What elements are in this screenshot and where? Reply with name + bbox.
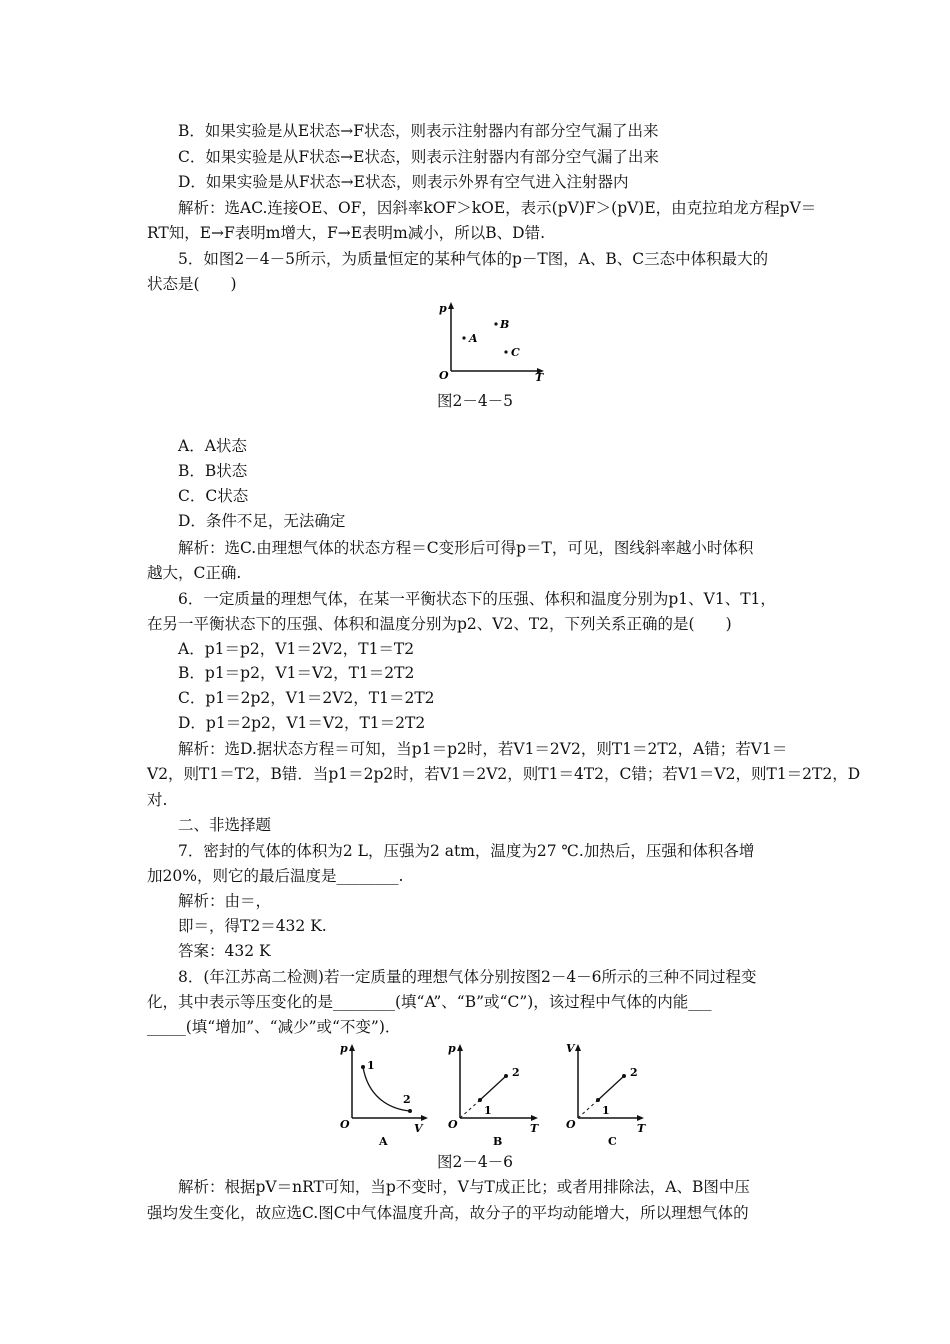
fig246-b-axis-y: p — [448, 1042, 456, 1055]
fig246-b-label: B — [493, 1135, 503, 1146]
fig246-c-axis-x: T — [637, 1122, 646, 1135]
section-heading: 二、非选择题 — [178, 816, 272, 834]
option-a-q6: A．p1＝p2，V1＝2V2，T1＝T2 — [178, 640, 415, 658]
question-8-line2: 化，其中表示等压变化的是________(填“A”、“B”或“C”)，该过程中气体的内能___ — [147, 993, 712, 1011]
fig245-label-b: B — [500, 318, 510, 331]
question-5-line2: 状态是( ) — [147, 275, 237, 293]
fig246-c-axis-y: V — [566, 1042, 575, 1055]
analysis-q8-line2: 强均发生变化，故应选C.图C中气体温度升高，故分子的平均动能增大，所以理想气体的 — [147, 1204, 749, 1222]
analysis-q7-line2: 即＝，得T2＝432 K. — [178, 917, 327, 935]
figure-2-4-6 — [330, 1038, 660, 1146]
fig246-b-point2: 2 — [512, 1066, 520, 1079]
option-c-q4: C．如果实验是从F状态→E状态，则表示注射器内有部分空气漏了出来 — [178, 148, 659, 166]
fig246-a-label: A — [379, 1135, 388, 1146]
fig246-a-axis-y: p — [340, 1042, 348, 1055]
analysis-q4-line2: RT知，E→F表明m增大，F→E表明m减小，所以B、D错. — [147, 224, 545, 242]
option-a-q5: A．A状态 — [178, 437, 247, 455]
fig246-panel-a — [340, 1042, 428, 1146]
question-5-line1: 5．如图2－4－5所示，为质量恒定的某种气体的p－T图，A、B、C三态中体积最大的 — [178, 250, 769, 268]
fig245-label-a: A — [469, 332, 478, 345]
option-b-q4: B．如果实验是从E状态→F状态，则表示注射器内有部分空气漏了出来 — [178, 122, 659, 140]
figure-2-4-5-caption: 图2－4－5 — [436, 392, 514, 410]
fig245-point-c — [504, 350, 507, 353]
fig245-axis-p: p — [439, 302, 447, 315]
analysis-q7-line1: 解析：由＝， — [178, 892, 272, 910]
analysis-q5-line2: 越大，C正确. — [147, 564, 242, 582]
fig246-panel-b — [448, 1042, 539, 1146]
analysis-q5-line1: 解析：选C.由理想气体的状态方程＝C变形后可得p＝T，可见，图线斜率越小时体积 — [178, 539, 754, 557]
fig246-b-axis-x: T — [530, 1122, 539, 1135]
option-d-q6: D．p1＝2p2，V1＝V2，T1＝2T2 — [178, 714, 426, 732]
fig246-a-axis-x: V — [414, 1122, 423, 1135]
analysis-q6-line1: 解析：选D.据状态方程＝可知，当p1＝p2时，若V1＝2V2，则T1＝2T2，A错；若V1＝ — [178, 740, 788, 758]
figure-2-4-6-caption: 图2－4－6 — [436, 1153, 514, 1171]
analysis-q4-line1: 解析：选AC.连接OE、OF，因斜率kOF＞kOE，表示(pV)F＞(pV)E，由克拉珀龙方程pV＝ — [178, 199, 817, 217]
fig246-b-point1: 1 — [484, 1104, 492, 1117]
fig246-c-point2: 2 — [630, 1066, 638, 1079]
option-b-q6: B．p1＝p2，V1＝V2，T1＝2T2 — [178, 664, 415, 682]
fig245-axis-t: T — [535, 371, 544, 384]
option-d-q5: D．条件不足，无法确定 — [178, 512, 346, 530]
analysis-q6-line2: V2，则T1＝T2，B错．当p1＝2p2时，若V1＝2V2，则T1＝4T2，C错；若V1＝V2，则T1＝2T2，D — [147, 765, 861, 783]
fig245-origin: O — [439, 369, 449, 382]
option-b-q5: B．B状态 — [178, 462, 248, 480]
fig245-point-a — [462, 336, 465, 339]
question-8-line3: _____(填“增加”、“减少”或“不变”)． — [147, 1018, 401, 1036]
fig246-b-origin: O — [448, 1118, 458, 1131]
analysis-q6-line3: 对. — [147, 791, 168, 809]
analysis-q8-line1: 解析：根据pV＝nRT可知，当p不变时，V与T成正比；或者用排除法，A、B图中压 — [178, 1178, 750, 1196]
fig245-label-c: C — [511, 346, 520, 359]
question-7-line1: 7．密封的气体的体积为2 L，压强为2 atm，温度为27 ℃.加热后，压强和体积各增 — [178, 842, 755, 860]
option-c-q6: C．p1＝2p2，V1＝2V2，T1＝2T2 — [178, 689, 435, 707]
fig245-point-b — [494, 322, 497, 325]
fig246-c-point1: 1 — [602, 1104, 610, 1117]
fig246-a-point1: 1 — [367, 1059, 375, 1072]
answer-q7: 答案：432 K — [178, 942, 271, 960]
fig246-panel-c — [566, 1042, 646, 1146]
question-7-line2: 加20%，则它的最后温度是________. — [147, 867, 404, 885]
fig246-c-label: C — [608, 1135, 617, 1146]
question-8-line1: 8．(年江苏高二检测)若一定质量的理想气体分别按图2－4－6所示的三种不同过程变 — [178, 968, 757, 986]
question-6-line1: 6．一定质量的理想气体，在某一平衡状态下的压强、体积和温度分别为p1、V1、T1， — [178, 590, 776, 608]
figure-2-4-5 — [430, 298, 560, 384]
fig246-a-point2: 2 — [403, 1093, 411, 1106]
fig246-c-origin: O — [566, 1118, 576, 1131]
option-c-q5: C．C状态 — [178, 487, 249, 505]
option-d-q4: D．如果实验是从F状态→E状态，则表示外界有空气进入注射器内 — [178, 173, 629, 191]
question-6-line2: 在另一平衡状态下的压强、体积和温度分别为p2、V2、T2，下列关系正确的是( ) — [147, 615, 732, 633]
fig246-a-origin: O — [340, 1118, 350, 1131]
